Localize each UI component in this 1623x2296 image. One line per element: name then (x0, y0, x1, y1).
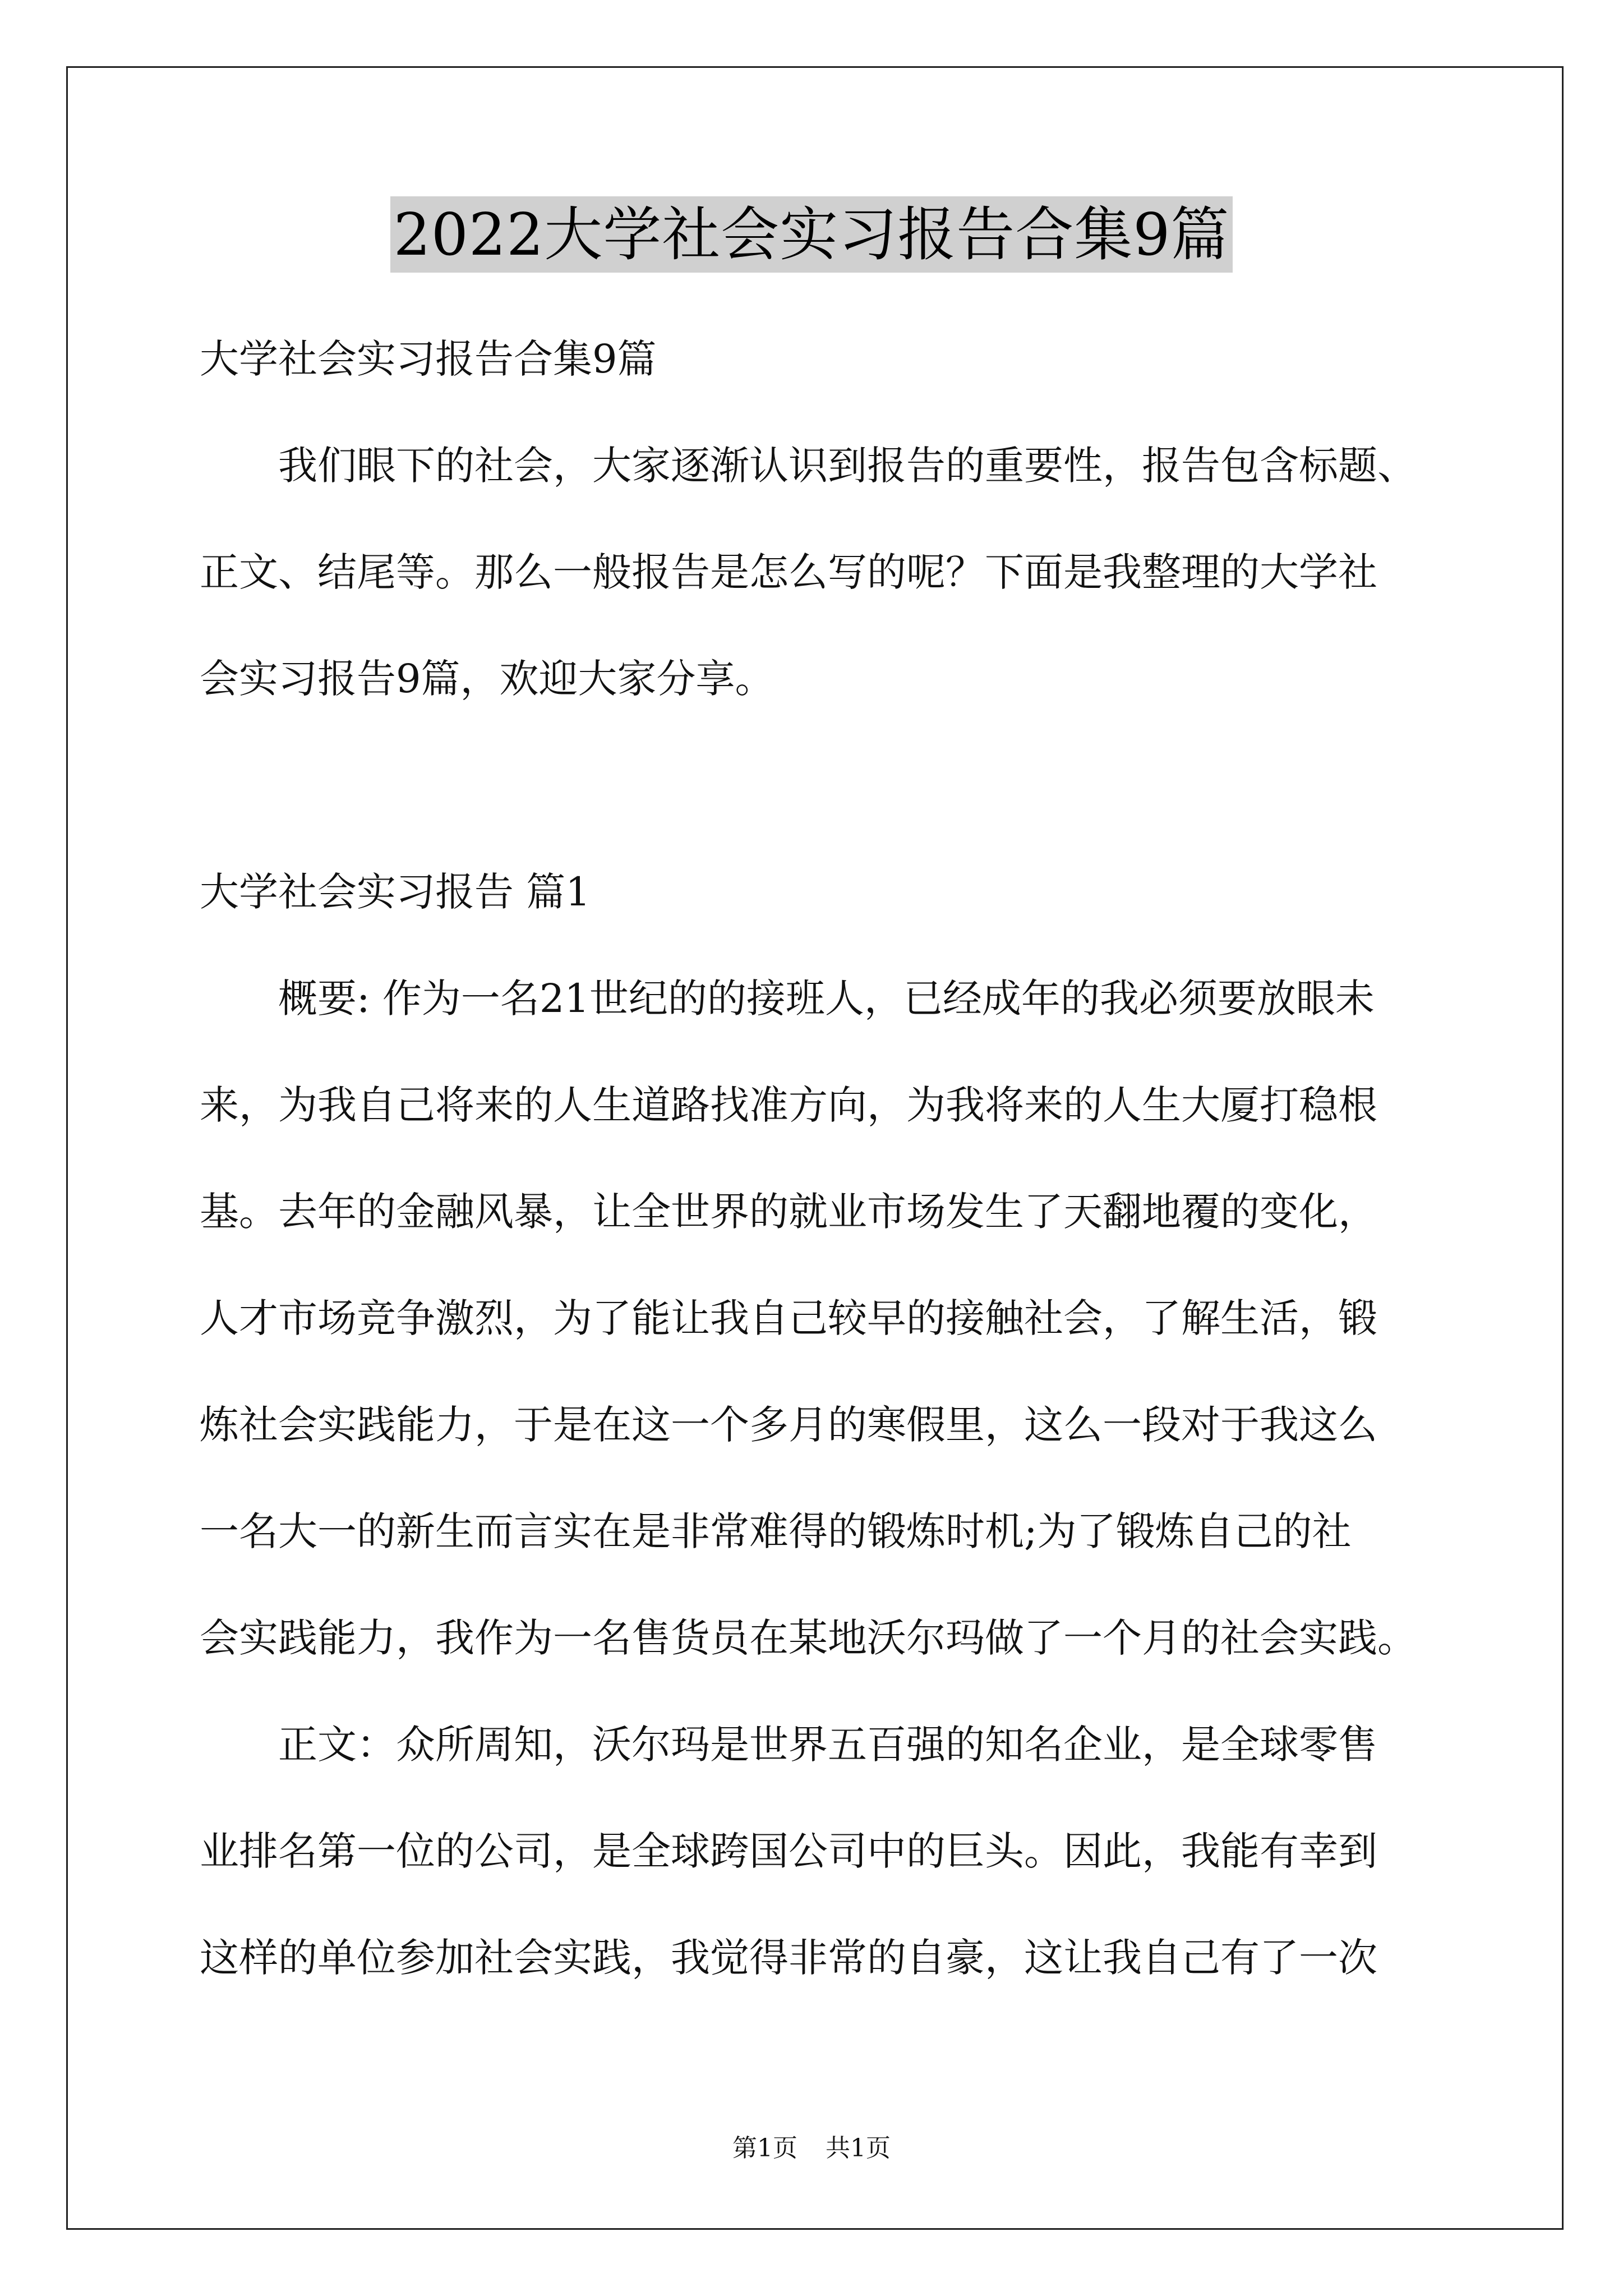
body-line: 正文：众所周知，沃尔玛是世界五百强的知名企业，是全球零售 (278, 1722, 1377, 1768)
summary-line: 人才市场竞争激烈，为了能让我自己较早的接触社会，了解生活，锻 (200, 1295, 1377, 1341)
summary-line: 概要: 作为一名21世纪的的接班人，已经成年的我必须要放眼未 (278, 976, 1375, 1022)
intro-line: 会实习报告9篇，欢迎大家分享。 (200, 656, 774, 702)
summary-line: 来，为我自己将来的人生道路找准方向，为我将来的人生大厦打稳根 (200, 1082, 1377, 1128)
body-line: 这样的单位参加社会实践，我觉得非常的自豪，这让我自己有了一次 (200, 1935, 1377, 1981)
summary-line: 一名大一的新生而言实在是非常难得的锻炼时机;为了锻炼自己的社 (200, 1508, 1352, 1554)
document-body (200, 306, 1473, 2011)
page-number: 第1页 (732, 2134, 797, 2162)
body-line: 业排名第一位的公司，是全球跨国公司中的巨头。因此，我能有幸到 (200, 1828, 1377, 1874)
subtitle: 大学社会实习报告合集9篇 (200, 336, 657, 382)
document-title: 2022大学社会实习报告合集9篇 (390, 196, 1233, 273)
title-wrapper (0, 196, 1623, 273)
intro-line: 正文、结尾等。那么一般报告是怎么写的呢？下面是我整理的大学社 (200, 549, 1377, 595)
section-heading: 大学社会实习报告 篇1 (200, 869, 591, 915)
intro-line: 我们眼下的社会，大家逐渐认识到报告的重要性，报告包含标题、 (278, 443, 1417, 489)
summary-line: 炼社会实践能力，于是在这一个多月的寒假里，这么一段对于我这么 (200, 1402, 1377, 1448)
summary-line: 基。去年的金融风暴，让全世界的就业市场发生了天翻地覆的变化， (200, 1189, 1377, 1235)
summary-line: 会实践能力，我作为一名售货员在某地沃尔玛做了一个月的社会实践。 (200, 1615, 1417, 1661)
paragraph-gap (200, 732, 1473, 839)
page-footer (0, 2132, 1623, 2165)
page-total: 共1页 (826, 2134, 891, 2162)
